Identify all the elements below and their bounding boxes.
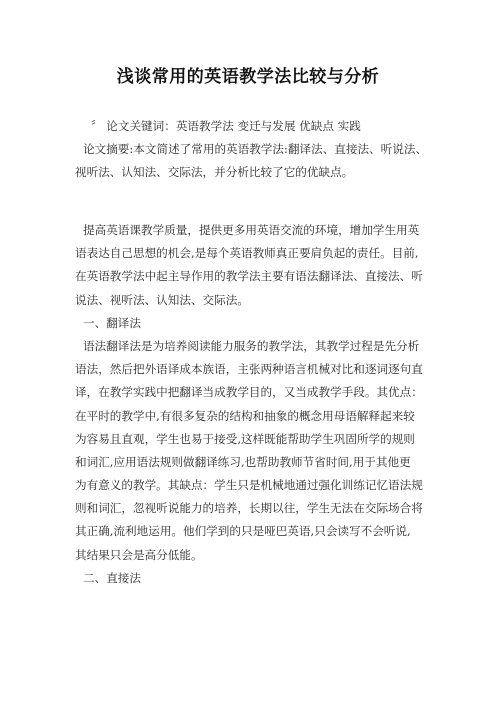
section1-line: 在平时的教学中,有很多复杂的结构和抽象的概念用母语解释起来较 [75, 408, 415, 423]
section1-line: 语法翻译法是为培养阅读能力服务的教学法，其教学过程是先分析 [83, 338, 420, 353]
section1-line: 为有意义的教学。其缺点：学生只是机械地通过强化训练记忆语法规 [75, 478, 423, 493]
abstract-line: 论文摘要:本文简述了常用的英语教学法:翻译法、直接法、听说法、 [83, 142, 428, 157]
section1-line: 其正确,流利地运用。他们学到的只是哑巴英语,只会读写不会听说, [75, 524, 411, 539]
intro-paragraph [75, 219, 431, 590]
section-heading: 一、翻译法 [83, 315, 141, 330]
section1-line: 语法，然后把外语译成本族语，主张两种语言机械对比和逐词逐句直 [75, 362, 423, 377]
intro-line: 提高英语课教学质量，提供更多用英语交流的环境，增加学生用英 [83, 223, 420, 237]
section1-line: 则和词汇，忽视听说能力的培养，长期以往，学生无法在交际场合将 [75, 501, 423, 516]
intro-line: 在英语教学法中起主导作用的教学法主要有语法翻译法、直接法、听 [75, 269, 423, 284]
section-heading: 二、直接法 [83, 570, 141, 585]
intro-line: 语表达自己思想的机会,是每个英语教师真正要肩负起的责任。目前, [75, 246, 419, 261]
section1-line: 和词汇,应用语法规则做翻译练习,也帮助教师节省时间,用于其他更 [75, 454, 411, 469]
intro-line: 说法、视听法、认知法、交际法。 [75, 292, 249, 307]
abstract-line: 视听法、认知法、交际法，并分析比较了它的优缺点。 [75, 165, 354, 180]
section1-line: 为容易且直观，学生也易于接受,这样既能帮助学生巩固所学的规则 [75, 431, 415, 446]
keywords-block [75, 115, 431, 185]
section1-line: 译，在教学实践中把翻译当成教学目的，又当成教学手段。其优点： [75, 385, 423, 400]
keywords-line: 〞 论文关键词：英语教学法 变迁与发展 优缺点 实践 [91, 119, 361, 133]
page-title: 浅谈常用的英语教学法比较与分析 [116, 67, 380, 87]
section1-line: 其结果只会是高分低能。 [75, 547, 203, 562]
